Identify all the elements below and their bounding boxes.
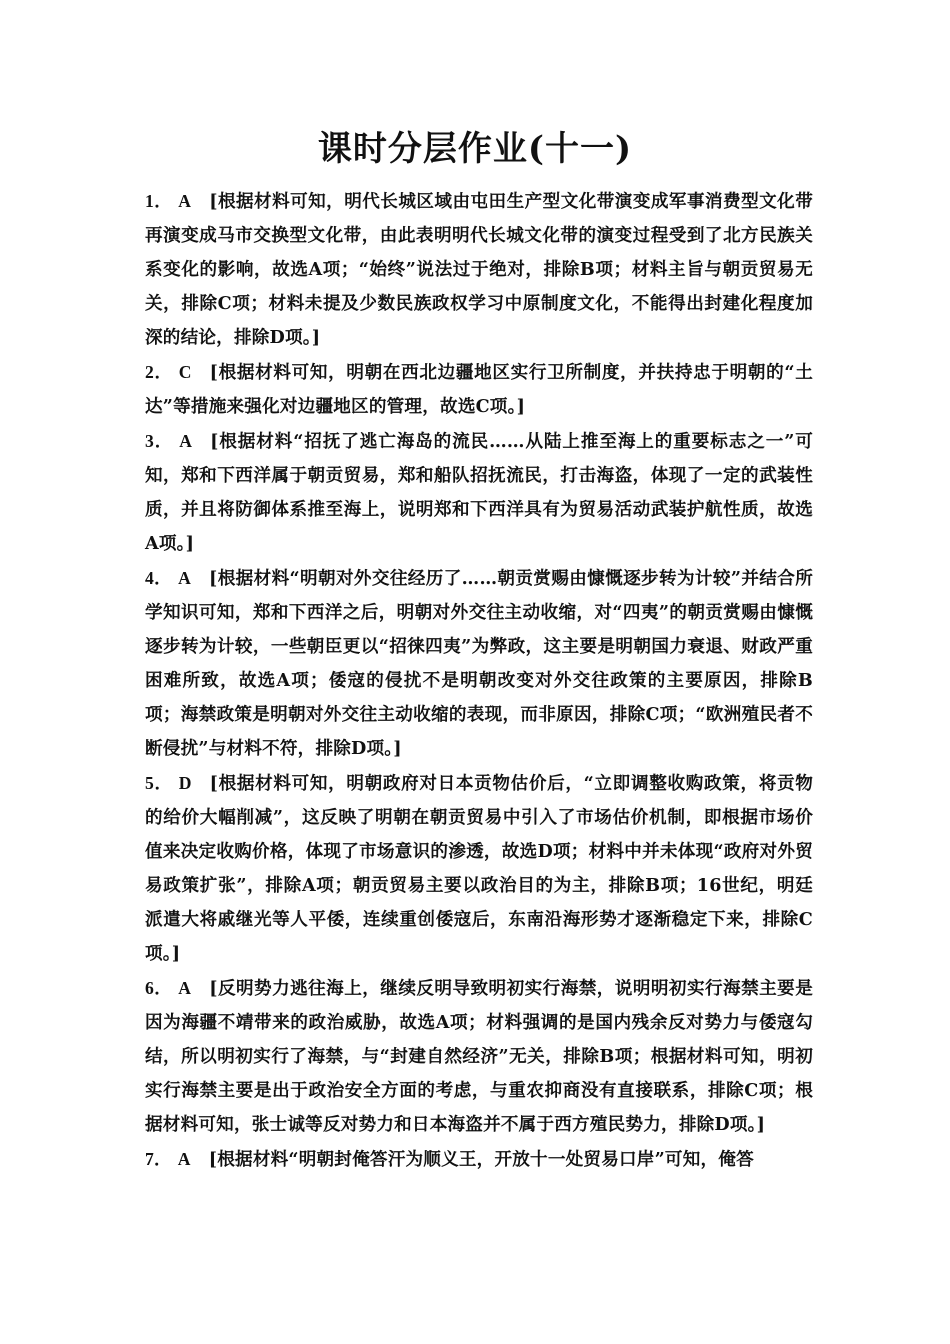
answer-list: [145, 184, 813, 1177]
answer-choice: A: [178, 978, 192, 998]
answer-choice: A: [179, 431, 193, 451]
answer-item-4: [145, 561, 813, 766]
answer-explanation: [根据材料可知，明朝政府对日本贡物估价后，“立即调整收购政策，将贡物的给价大幅削减”，这反映了明朝在朝贡贸易中引入了市场估价机制，即根据市场价值来决定收购价格，体现了市场意识的渗透，故选D项；材料中并未体现“政府对外贸易政策扩张”，排除A项；朝贡贸易主要以政治目的为主，排除B项；16世纪，明廷派遣大将戚继光等人平倭，连续重创倭寇后，东南沿海形势才逐渐稳定下来，排除C项。]: [145, 773, 814, 964]
answer-number: 4．: [145, 568, 173, 588]
answer-explanation: [根据材料“明朝封俺答汗为顺义王，开放十一处贸易口岸”可知，俺答: [208, 1149, 754, 1170]
answer-number: 2．: [145, 362, 173, 382]
answer-number: 7．: [145, 1149, 172, 1169]
answer-choice: C: [178, 362, 192, 382]
answer-item-6: [145, 971, 813, 1142]
answer-choice: D: [178, 773, 192, 793]
answer-explanation: [根据材料可知，明朝在西北边疆地区实行卫所制度，并扶持忠于明朝的“土达”等措施来强化对边疆地区的管理，故选C项。]: [145, 362, 814, 417]
answer-number: 1．: [145, 191, 173, 211]
answer-item-2: [145, 355, 813, 424]
answer-choice: A: [178, 191, 192, 211]
answer-item-7: [145, 1142, 813, 1177]
answer-explanation: [根据材料“招抚了逃亡海岛的流民……从陆上推至海上的重要标志之一”可知，郑和下西洋属于朝贡贸易，郑和船队招抚流民，打击海盗，体现了一定的武装性质，并且将防御体系推至海上，说明郑和下西洋具有为贸易活动武装护航性质，故选A项。]: [145, 431, 813, 554]
answer-choice: A: [177, 1149, 191, 1169]
answer-number: 3．: [145, 431, 174, 451]
answer-explanation: [反明势力逃往海上，继续反明导致明初实行海禁，说明明初实行海禁主要是因为海疆不靖带来的政治威胁，故选A项；材料强调的是国内残余反对势力与倭寇勾结，所以明初实行了海禁，与“封建自然经济”无关，排除B项；根据材料可知，明初实行海禁主要是出于政治安全方面的考虑，与重农抑商没有直接联系，排除C项；根据材料可知，张士诚等反对势力和日本海盗并不属于西方殖民势力，排除D项。]: [145, 978, 813, 1135]
answer-item-5: [145, 766, 813, 971]
answer-explanation: [根据材料“明朝对外交往经历了……朝贡赏赐由慷慨逐步转为计较”并结合所学知识可知，郑和下西洋之后，明朝对外交往主动收缩，对“四夷”的朝贡赏赐由慷慨逐步转为计较，一些朝臣更以“招徕四夷”为弊政，这主要是明朝国力衰退、财政严重困难所致，故选A项；倭寇的侵扰不是明朝改变对外交往政策的主要原因，排除B项；海禁政策是明朝对外交往主动收缩的表现，而非原因，排除C项；“欧洲殖民者不断侵扰”与材料不符，排除D项。]: [145, 568, 813, 759]
answer-explanation: [根据材料可知，明代长城区域由屯田生产型文化带演变成军事消费型文化带再演变成马市交换型文化带，由此表明明代长城文化带的演变过程受到了北方民族关系变化的影响，故选A项；“始终”说法过于绝对，排除B项；材料主旨与朝贡贸易无关，排除C项；材料未提及少数民族政权学习中原制度文化，不能得出封建化程度加深的结论，排除D项。]: [145, 191, 813, 348]
answer-item-1: [145, 184, 813, 355]
answer-choice: A: [178, 568, 192, 588]
answer-number: 5．: [145, 773, 173, 793]
answer-item-3: [145, 424, 813, 561]
answer-number: 6．: [145, 978, 173, 998]
page-title: 课时分层作业(十一): [317, 129, 633, 169]
